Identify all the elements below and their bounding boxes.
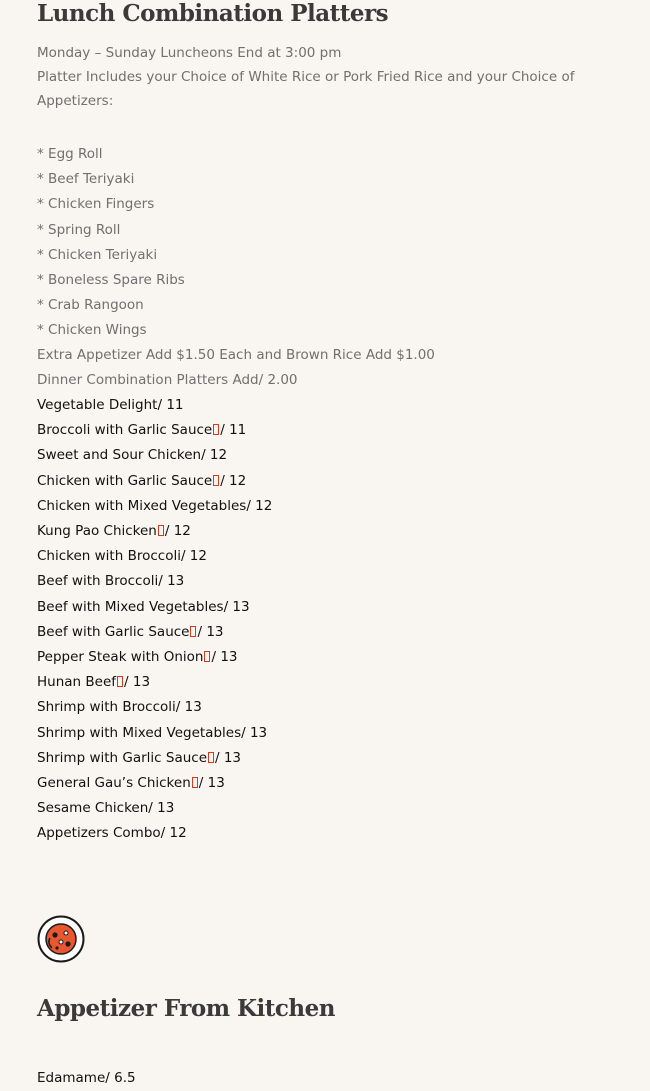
menu-item-price: / 12 <box>164 523 191 540</box>
menu-item-name: Beef with Garlic Sauce <box>37 623 190 640</box>
menu-item-name: Beef with Broccoli <box>37 573 159 590</box>
menu-item-name: Sesame Chicken <box>37 800 149 817</box>
menu-item-price: / 13 <box>175 699 202 716</box>
menu-item <box>37 1066 136 1091</box>
menu-item-name: Vegetable Delight <box>37 397 158 413</box>
menu-item <box>37 418 272 443</box>
menu-item-name: Chicken with Mixed Vegetables <box>37 497 247 514</box>
menu-item-name: Shrimp with Broccoli <box>37 699 176 716</box>
list-item: * Egg Roll <box>37 146 103 162</box>
menu-item-name: Shrimp with Garlic Sauce <box>37 749 207 766</box>
menu-item <box>37 569 272 594</box>
menu-item-price: / 13 <box>223 598 250 615</box>
lunch-hours: Monday – Sunday Luncheons End at 3:00 pm <box>37 45 342 61</box>
lunch-section-title: Lunch Combination Platters <box>37 0 389 27</box>
menu-item-name: Edamame <box>37 1070 106 1086</box>
menu-item-price: / 13 <box>211 649 238 666</box>
menu-item <box>37 670 272 695</box>
appetizer-section-title: Appetizer From Kitchen <box>37 995 335 1022</box>
menu-item-price: / 13 <box>241 724 268 741</box>
spicy-marker-icon <box>192 777 198 788</box>
menu-item <box>37 443 272 468</box>
menu-item <box>37 645 272 670</box>
menu-item-name: Hunan Beef <box>37 674 117 691</box>
list-item: * Chicken Fingers <box>37 196 155 213</box>
menu-item-price: / 12 <box>180 548 207 565</box>
menu-item-name: Chicken with Garlic Sauce <box>37 472 213 489</box>
menu-item-price: / 12 <box>220 472 247 489</box>
menu-item-name: Appetizers Combo <box>37 825 161 842</box>
menu-item-name: Kung Pao Chicken <box>37 523 157 540</box>
menu-item-price: / 12 <box>160 825 187 842</box>
spicy-marker-icon <box>213 424 219 435</box>
menu-item <box>37 620 272 645</box>
menu-item <box>37 721 272 746</box>
menu-item-name: Broccoli with Garlic Sauce <box>37 422 213 439</box>
extras-notes <box>37 343 435 393</box>
spicy-marker-icon <box>158 525 164 536</box>
menu-item-name: Shrimp with Mixed Vegetables <box>37 724 242 741</box>
menu-item-price: / 13 <box>158 573 185 590</box>
appetizer-menu-list <box>37 1066 136 1091</box>
menu-item-price: / 13 <box>124 674 151 691</box>
menu-item <box>37 746 272 771</box>
menu-item <box>37 393 272 418</box>
menu-item-price: / 13 <box>197 623 224 640</box>
menu-item-name: General Gau’s Chicken <box>37 775 191 792</box>
menu-item-name: Sweet and Sour Chicken <box>37 447 202 464</box>
menu-item <box>37 469 272 494</box>
menu-item <box>37 544 272 569</box>
cookie-icon <box>37 915 85 963</box>
list-item: * Crab Rangoon <box>37 297 144 314</box>
menu-item-price: / 6.5 <box>105 1070 136 1086</box>
spicy-marker-icon <box>213 475 219 486</box>
menu-item <box>37 796 272 821</box>
list-item: * Beef Teriyaki <box>37 171 135 188</box>
menu-item <box>37 519 272 544</box>
platter-includes: Platter Includes your Choice of White Rice or Pork Fried Rice and your Choice of Appetizers: <box>37 69 575 109</box>
menu-item-price: / 12 <box>246 497 273 514</box>
lunch-menu-list <box>37 393 272 847</box>
menu-item-name: Beef with Mixed Vegetables <box>37 598 224 615</box>
menu-item <box>37 595 272 620</box>
menu-item-name: Chicken with Broccoli <box>37 548 181 565</box>
spicy-marker-icon <box>208 752 214 763</box>
spicy-marker-icon <box>204 651 210 662</box>
menu-item <box>37 695 272 720</box>
menu-item-price: / 13 <box>198 775 225 792</box>
extra-appetizer-note: Extra Appetizer Add $1.50 Each and Brown Rice Add $1.00 <box>37 347 435 363</box>
list-item: * Spring Roll <box>37 221 121 238</box>
menu-item-price: / 11 <box>220 422 247 439</box>
list-item: * Chicken Wings <box>37 322 147 339</box>
menu-item <box>37 821 272 846</box>
spicy-marker-icon <box>117 676 123 687</box>
menu-item-price: / 11 <box>157 397 184 413</box>
list-item: * Boneless Spare Ribs <box>37 272 185 289</box>
appetizer-choice-list <box>37 142 185 344</box>
lunch-intro <box>37 41 627 113</box>
menu-item <box>37 494 272 519</box>
menu-item-price: / 13 <box>215 749 242 766</box>
menu-item-price: / 13 <box>148 800 175 817</box>
dinner-combination-note: Dinner Combination Platters Add/ 2.00 <box>37 372 298 389</box>
menu-item-price: / 12 <box>201 447 228 464</box>
spicy-marker-icon <box>190 626 196 637</box>
list-item: * Chicken Teriyaki <box>37 246 158 263</box>
menu-item <box>37 771 272 796</box>
menu-item-name: Pepper Steak with Onion <box>37 649 204 666</box>
